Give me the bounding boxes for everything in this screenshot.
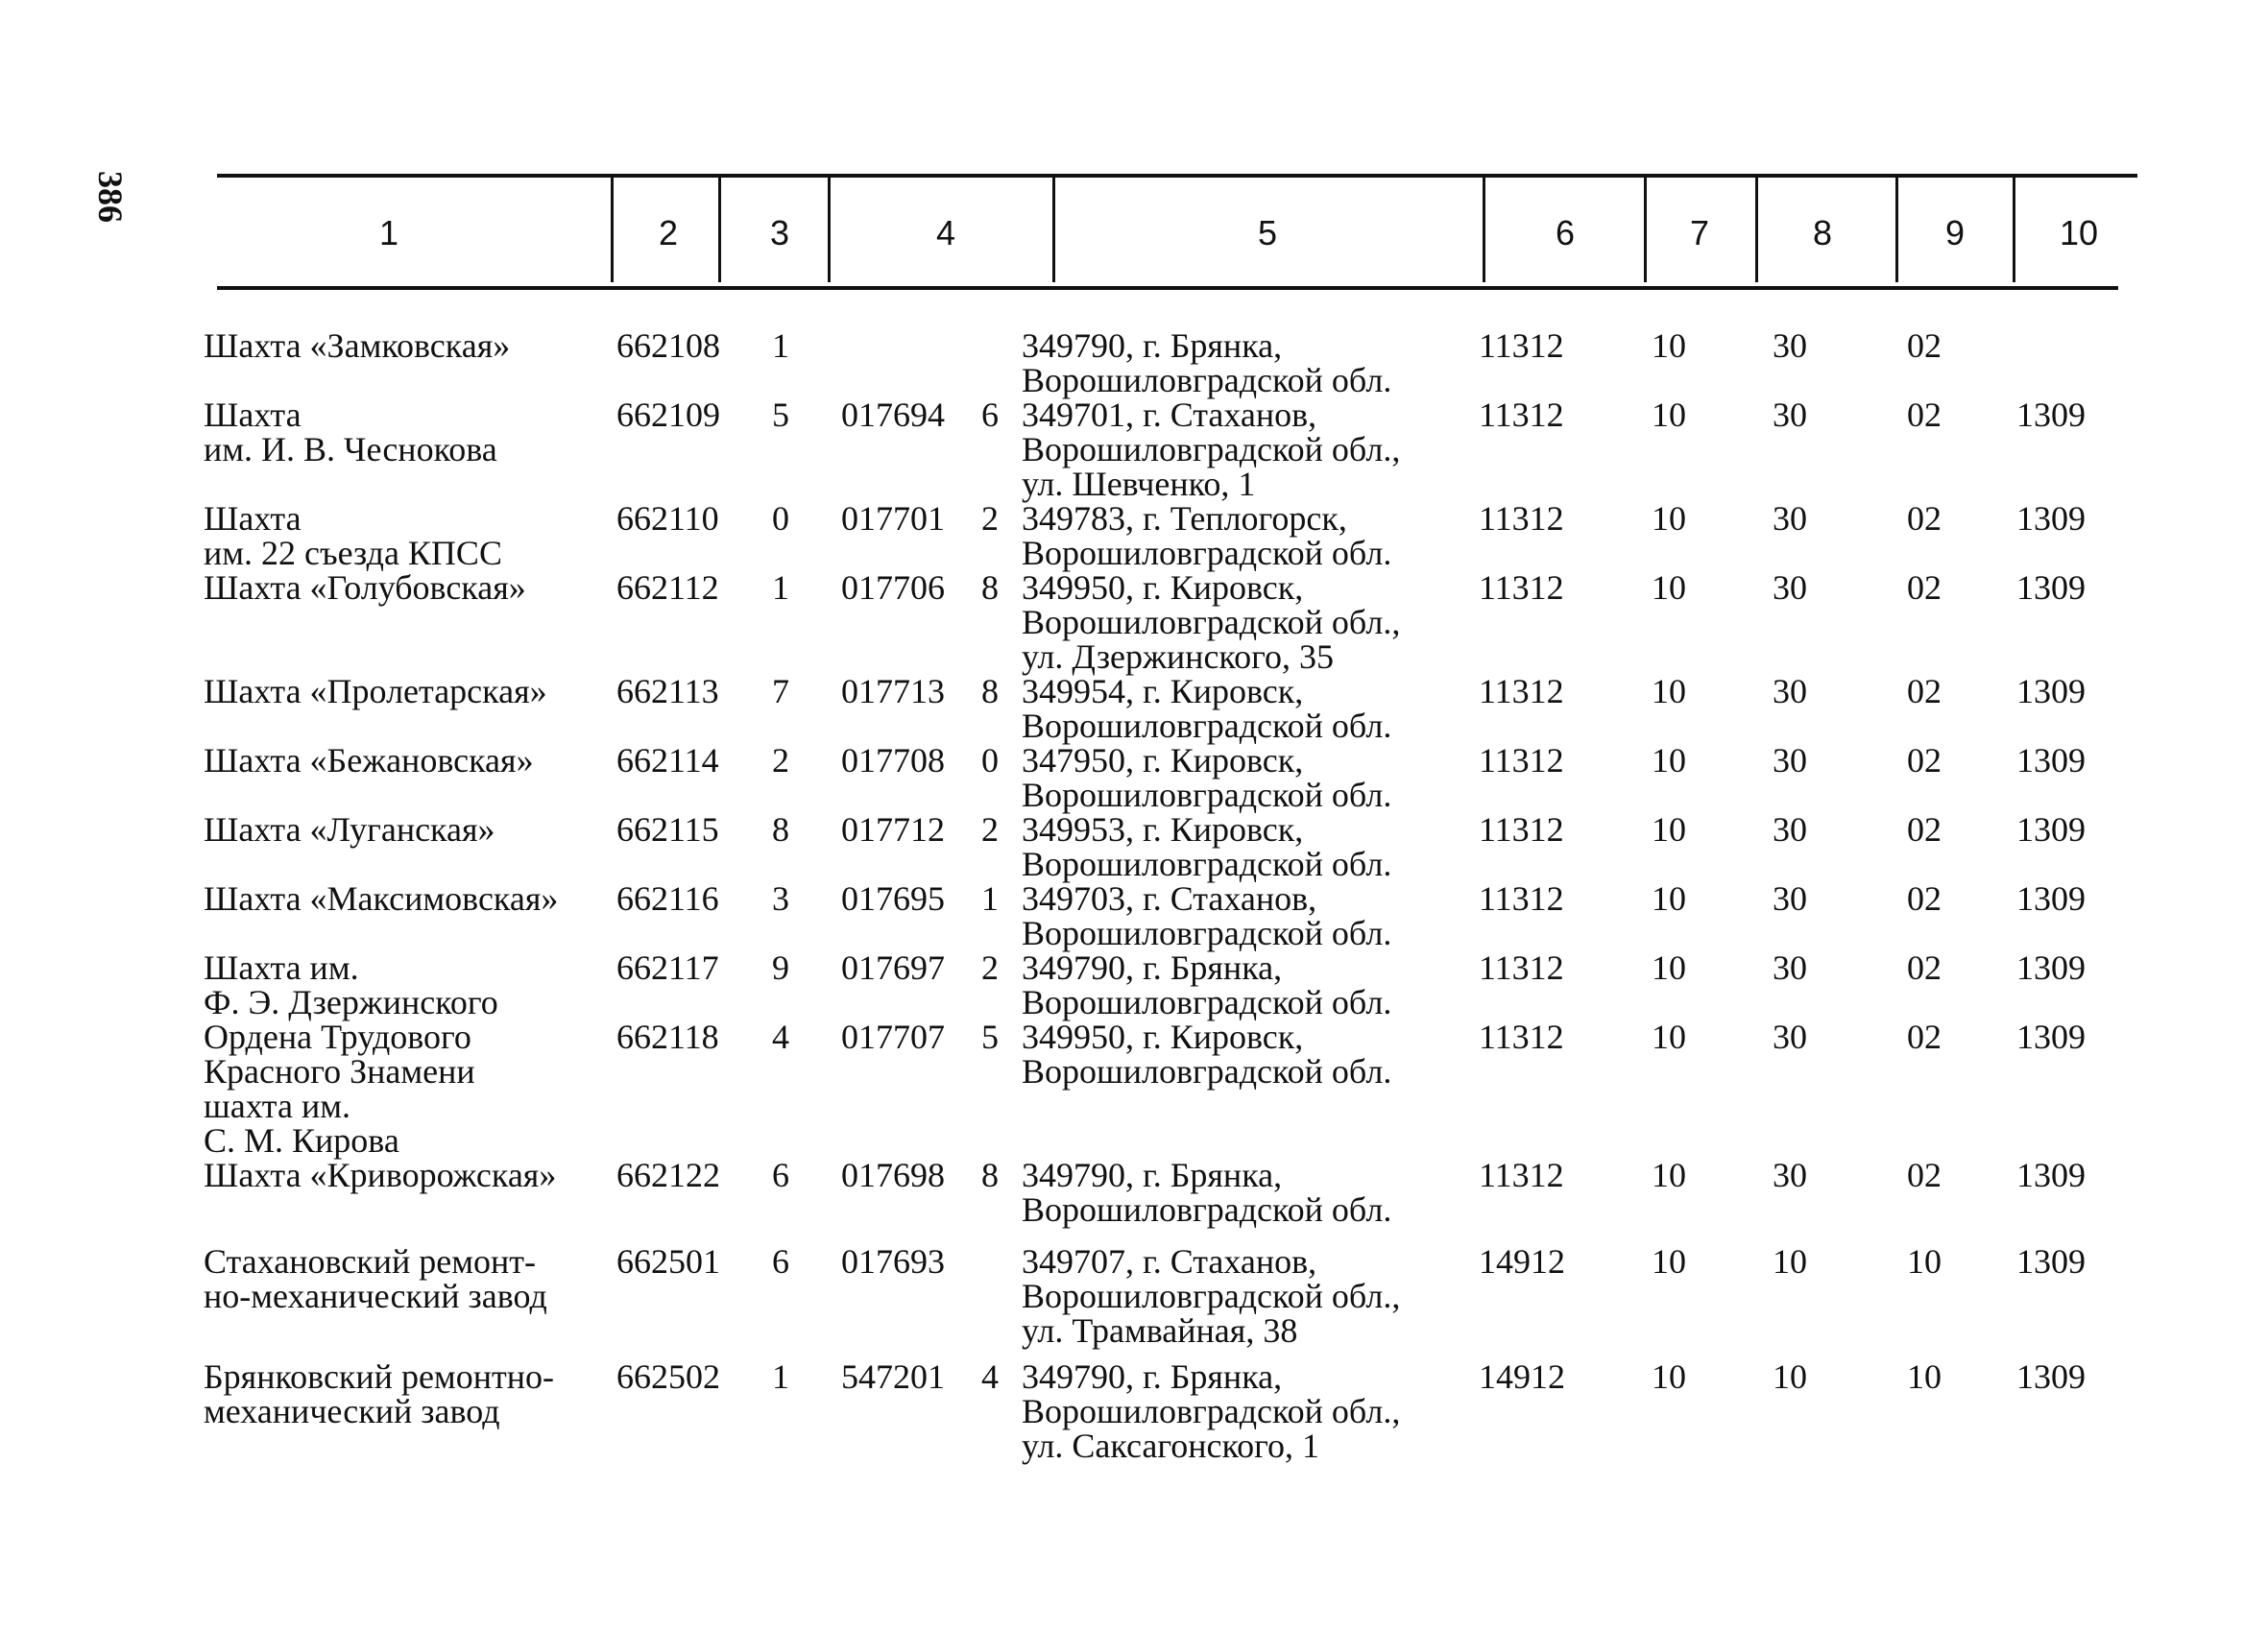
column-header-5: 5	[1257, 213, 1278, 252]
cell-col4: 017697	[841, 948, 945, 987]
column-divider	[1483, 177, 1485, 282]
cell-col4-check: 2	[981, 948, 999, 987]
column-header-2: 2	[658, 213, 679, 252]
enterprise-name-line: Шахта	[204, 499, 302, 538]
cell-col10: 1309	[2016, 1242, 2086, 1281]
cell-col9: 10	[1907, 1242, 1942, 1281]
enterprise-name	[204, 1158, 556, 1192]
address-line: Ворошиловградской обл.	[1022, 1190, 1392, 1229]
cell-col10: 1309	[2016, 810, 2086, 849]
cell-col4-check: 8	[981, 1156, 999, 1194]
cell-col8: 30	[1773, 1018, 1807, 1056]
address-line: Ворошиловградской обл.	[1022, 707, 1392, 745]
column-divider	[1755, 177, 1758, 282]
cell-col4: 017713	[841, 672, 945, 710]
cell-col4-check: 2	[981, 499, 999, 538]
cell-col3: 3	[772, 879, 789, 918]
address-line: 349701, г. Стаханов,	[1022, 396, 1317, 434]
cell-col6: 14912	[1479, 1357, 1565, 1396]
cell-col6: 11312	[1479, 396, 1564, 434]
cell-col4: 017695	[841, 879, 945, 918]
cell-col2: 662110	[616, 499, 719, 538]
column-header-6: 6	[1555, 213, 1576, 252]
column-divider	[2013, 177, 2015, 282]
enterprise-name	[204, 881, 558, 916]
column-header-7: 7	[1689, 213, 1710, 252]
enterprise-name-line: Шахта «Бежановская»	[204, 741, 534, 780]
cell-col7: 10	[1652, 1242, 1686, 1281]
enterprise-name	[204, 950, 498, 1020]
cell-col8: 30	[1773, 396, 1807, 434]
address	[1022, 812, 1391, 881]
cell-col7: 10	[1652, 741, 1686, 780]
enterprise-name-line: Шахта «Максимовская»	[204, 879, 559, 918]
cell-col7: 10	[1652, 1018, 1686, 1056]
cell-col6: 11312	[1479, 1018, 1564, 1056]
enterprise-name-line: им. 22 съезда КПСС	[204, 534, 502, 572]
address-line: ул. Саксагонского, 1	[1022, 1427, 1320, 1465]
cell-col4-check: 8	[981, 672, 999, 710]
enterprise-name-line: Ф. Э. Дзержинского	[204, 983, 498, 1021]
cell-col3: 6	[772, 1242, 789, 1281]
enterprise-name-line: Шахта «Криворожская»	[204, 1156, 557, 1194]
address	[1022, 674, 1391, 743]
enterprise-name	[204, 812, 495, 847]
address-line: 347950, г. Кировск,	[1022, 741, 1304, 780]
cell-col2: 662115	[616, 810, 719, 849]
cell-col9: 02	[1907, 948, 1942, 987]
address-line: ул. Шевченко, 1	[1022, 465, 1256, 503]
address-line: Ворошиловградской обл.,	[1022, 1392, 1401, 1430]
enterprise-name-line: Шахта им.	[204, 948, 359, 987]
column-header-4: 4	[935, 213, 956, 252]
cell-col9: 02	[1907, 1018, 1942, 1056]
cell-col8: 30	[1773, 672, 1807, 710]
cell-col4-check: 2	[981, 810, 999, 849]
cell-col10: 1309	[2016, 672, 2086, 710]
address-line: 349790, г. Брянка,	[1022, 1357, 1283, 1396]
cell-col6: 11312	[1479, 948, 1564, 987]
address-line: Ворошиловградской обл.,	[1022, 603, 1401, 641]
cell-col9: 02	[1907, 568, 1942, 607]
cell-col10: 1309	[2016, 499, 2086, 538]
cell-col3: 9	[772, 948, 789, 987]
address-line: Ворошиловградской обл.	[1022, 845, 1392, 883]
cell-col4-check: 0	[981, 741, 999, 780]
enterprise-name-line: шахта им.	[204, 1087, 350, 1125]
cell-col9: 10	[1907, 1357, 1942, 1396]
cell-col3: 2	[772, 741, 789, 780]
column-header-10: 10	[2059, 213, 2099, 252]
cell-col7: 10	[1652, 499, 1686, 538]
cell-col8: 30	[1773, 879, 1807, 918]
address	[1022, 743, 1391, 812]
cell-col6: 11312	[1479, 326, 1564, 365]
address-line: Ворошиловградской обл.,	[1022, 430, 1401, 468]
cell-col6: 11312	[1479, 672, 1564, 710]
address-line: 349703, г. Стаханов,	[1022, 879, 1317, 918]
cell-col4-check: 5	[981, 1018, 999, 1056]
cell-col3: 4	[772, 1018, 789, 1056]
enterprise-name-line: Шахта «Голубовская»	[204, 568, 526, 607]
cell-col3: 5	[772, 396, 789, 434]
cell-col4-check: 6	[981, 396, 999, 434]
cell-col8: 30	[1773, 1156, 1807, 1194]
address	[1022, 1359, 1400, 1463]
cell-col9: 02	[1907, 499, 1942, 538]
enterprise-name-line: Красного Знамени	[204, 1052, 475, 1091]
cell-col2: 662117	[616, 948, 719, 987]
enterprise-name	[204, 501, 502, 570]
cell-col4: 017712	[841, 810, 945, 849]
cell-col2: 662109	[616, 396, 720, 434]
enterprise-name	[204, 328, 510, 363]
enterprise-name-line: но-механический завод	[204, 1277, 547, 1315]
cell-col10: 1309	[2016, 879, 2086, 918]
cell-col8: 10	[1773, 1357, 1807, 1396]
address	[1022, 397, 1400, 501]
cell-col4-check: 1	[981, 879, 999, 918]
cell-col2: 662114	[616, 741, 719, 780]
enterprise-name	[204, 570, 526, 605]
enterprise-name-line: Стахановский ремонт-	[204, 1242, 536, 1281]
cell-col7: 10	[1652, 396, 1686, 434]
enterprise-name-line: Шахта «Пролетарская»	[204, 672, 547, 710]
cell-col6: 11312	[1479, 741, 1564, 780]
cell-col9: 02	[1907, 672, 1942, 710]
cell-col10: 1309	[2016, 1357, 2086, 1396]
enterprise-name-line: им. И. В. Чеснокова	[204, 430, 497, 468]
cell-col8: 30	[1773, 810, 1807, 849]
cell-col8: 30	[1773, 741, 1807, 780]
enterprise-name-line: Шахта «Луганская»	[204, 810, 495, 849]
cell-col3: 1	[772, 1357, 789, 1396]
address-line: 349790, г. Брянка,	[1022, 326, 1283, 365]
cell-col4: 017707	[841, 1018, 945, 1056]
cell-col2: 662502	[616, 1357, 720, 1396]
enterprise-name-line: С. М. Кирова	[204, 1121, 399, 1160]
address-line: Ворошиловградской обл.	[1022, 914, 1392, 952]
cell-col8: 30	[1773, 326, 1807, 365]
cell-col9: 02	[1907, 879, 1942, 918]
cell-col7: 10	[1652, 326, 1686, 365]
enterprise-name-line: механический завод	[204, 1392, 500, 1430]
cell-col3: 1	[772, 568, 789, 607]
address-line: Ворошиловградской обл.	[1022, 361, 1392, 399]
cell-col4: 017708	[841, 741, 945, 780]
cell-col2: 662118	[616, 1018, 719, 1056]
cell-col4: 547201	[841, 1357, 945, 1396]
cell-col9: 02	[1907, 1156, 1942, 1194]
cell-col2: 662108	[616, 326, 720, 365]
cell-col7: 10	[1652, 810, 1686, 849]
cell-col3: 0	[772, 499, 789, 538]
cell-col4-check: 8	[981, 568, 999, 607]
enterprise-name-line: Шахта «Замковская»	[204, 326, 511, 365]
address-line: 349950, г. Кировск,	[1022, 1018, 1304, 1056]
column-divider	[1052, 177, 1055, 282]
enterprise-name-line: Шахта	[204, 396, 302, 434]
cell-col3: 8	[772, 810, 789, 849]
cell-col4: 017694	[841, 396, 945, 434]
cell-col10: 1309	[2016, 396, 2086, 434]
enterprise-name	[204, 1020, 475, 1158]
cell-col8: 30	[1773, 499, 1807, 538]
column-header-9: 9	[1944, 213, 1966, 252]
cell-col2: 662122	[616, 1156, 720, 1194]
cell-col9: 02	[1907, 741, 1942, 780]
address-line: 349950, г. Кировск,	[1022, 568, 1304, 607]
column-header-1: 1	[378, 213, 399, 252]
address-line: 349790, г. Брянка,	[1022, 1156, 1283, 1194]
address-line: Ворошиловградской обл.	[1022, 534, 1392, 572]
cell-col7: 10	[1652, 672, 1686, 710]
cell-col4-check: 4	[981, 1357, 999, 1396]
cell-col7: 10	[1652, 948, 1686, 987]
cell-col6: 14912	[1479, 1242, 1565, 1281]
address-line: 349783, г. Теплогорск,	[1022, 499, 1347, 538]
address-line: Ворошиловградской обл.,	[1022, 1277, 1401, 1315]
address	[1022, 881, 1391, 950]
cell-col10: 1309	[2016, 568, 2086, 607]
cell-col7: 10	[1652, 568, 1686, 607]
column-divider	[1895, 177, 1898, 282]
cell-col10: 1309	[2016, 948, 2086, 987]
address	[1022, 950, 1391, 1020]
cell-col6: 11312	[1479, 499, 1564, 538]
address-line: Ворошиловградской обл.	[1022, 776, 1392, 814]
cell-col10: 1309	[2016, 1156, 2086, 1194]
cell-col2: 662113	[616, 672, 719, 710]
table-top-rule	[217, 174, 2137, 178]
cell-col3: 1	[772, 326, 789, 365]
cell-col6: 11312	[1479, 1156, 1564, 1194]
cell-col6: 11312	[1479, 568, 1564, 607]
enterprise-name	[204, 1359, 554, 1428]
address	[1022, 328, 1391, 397]
address	[1022, 570, 1400, 674]
cell-col2: 662501	[616, 1242, 720, 1281]
cell-col2: 662116	[616, 879, 719, 918]
address	[1022, 501, 1391, 570]
cell-col8: 30	[1773, 568, 1807, 607]
cell-col9: 02	[1907, 396, 1942, 434]
enterprise-name	[204, 397, 497, 467]
cell-col8: 30	[1773, 948, 1807, 987]
enterprise-name	[204, 1244, 547, 1313]
column-divider	[1644, 177, 1647, 282]
enterprise-name-line: Брянковский ремонтно-	[204, 1357, 554, 1396]
cell-col4: 017693	[841, 1242, 945, 1281]
cell-col9: 02	[1907, 326, 1942, 365]
cell-col7: 10	[1652, 1156, 1686, 1194]
cell-col8: 10	[1773, 1242, 1807, 1281]
cell-col4: 017706	[841, 568, 945, 607]
column-divider	[718, 177, 721, 282]
cell-col7: 10	[1652, 1357, 1686, 1396]
enterprise-name	[204, 674, 547, 708]
enterprise-name	[204, 743, 534, 778]
cell-col2: 662112	[616, 568, 719, 607]
address-line: Ворошиловградской обл.	[1022, 983, 1392, 1021]
cell-col7: 10	[1652, 879, 1686, 918]
column-divider	[828, 177, 831, 282]
cell-col6: 11312	[1479, 879, 1564, 918]
cell-col3: 7	[772, 672, 789, 710]
cell-col4: 017701	[841, 499, 945, 538]
address-line: ул. Трамвайная, 38	[1022, 1311, 1298, 1350]
address-line: Ворошиловградской обл.	[1022, 1052, 1392, 1091]
address-line: ул. Дзержинского, 35	[1022, 637, 1334, 676]
cell-col10: 1309	[2016, 1018, 2086, 1056]
cell-col4: 017698	[841, 1156, 945, 1194]
address	[1022, 1244, 1400, 1348]
cell-col9: 02	[1907, 810, 1942, 849]
enterprise-name-line: Ордена Трудового	[204, 1018, 471, 1056]
column-header-8: 8	[1812, 213, 1833, 252]
column-header-3: 3	[769, 213, 790, 252]
address-line: 349790, г. Брянка,	[1022, 948, 1283, 987]
address	[1022, 1020, 1391, 1089]
table-header-bottom-rule	[217, 286, 2118, 290]
cell-col10: 1309	[2016, 741, 2086, 780]
address-line: 349954, г. Кировск,	[1022, 672, 1304, 710]
cell-col6: 11312	[1479, 810, 1564, 849]
address-line: 349953, г. Кировск,	[1022, 810, 1304, 849]
page-number: 386	[91, 171, 130, 223]
column-divider	[611, 177, 614, 282]
address-line: 349707, г. Стаханов,	[1022, 1242, 1317, 1281]
cell-col3: 6	[772, 1156, 789, 1194]
address	[1022, 1158, 1391, 1227]
